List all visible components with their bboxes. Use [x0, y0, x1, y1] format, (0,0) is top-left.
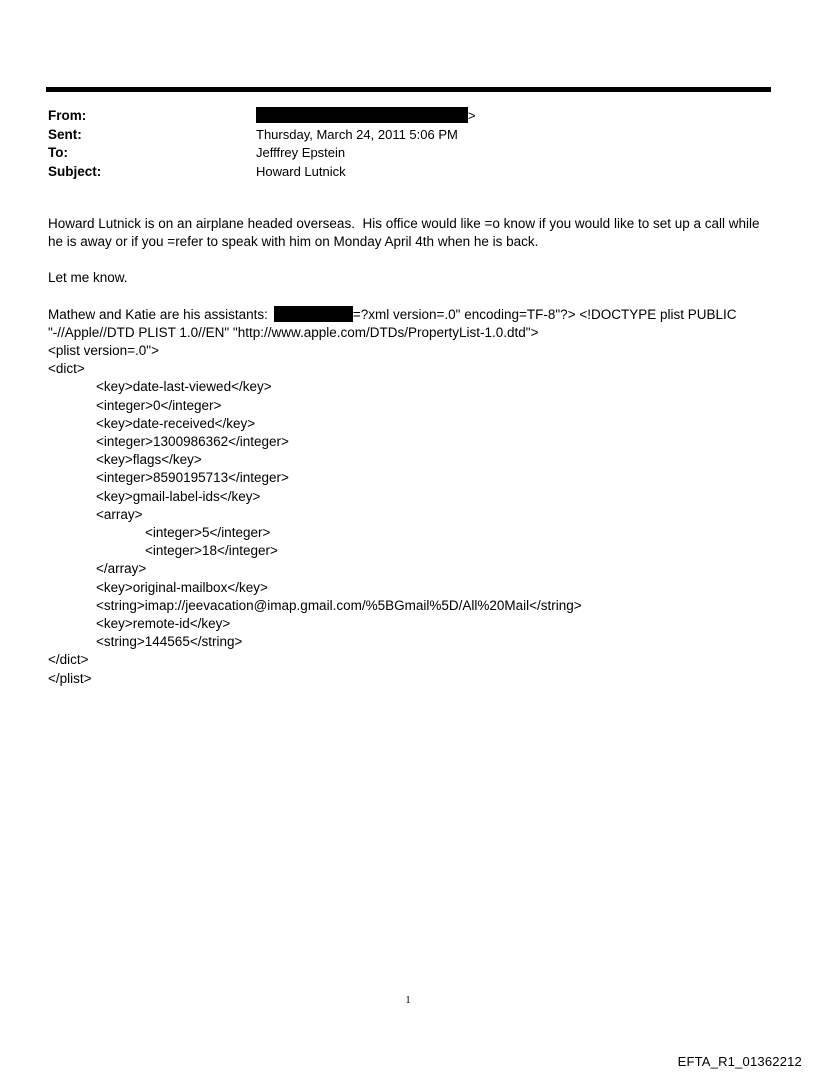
from-value: [256, 107, 476, 126]
xml-line: <integer>18</integer>: [145, 543, 278, 559]
xml-line: </plist>: [48, 670, 92, 686]
body-paragraph: Let me know.: [48, 270, 128, 286]
assistants-prefix: Mathew and Katie are his assistants:: [48, 306, 268, 322]
xml-line: <integer>1300986362</integer>: [96, 434, 289, 450]
paragraph-gap: [48, 251, 770, 269]
body-paragraph: Howard Lutnick is on an airplane headed overseas. His office would like =o know if you would like to set up a call while he is away or if you =refer to speak with him on Monday April 4th when he is back.: [48, 216, 764, 250]
xml-line: <dict>: [48, 361, 85, 377]
redaction-block: [274, 306, 353, 322]
assistants-suffix: =?xml version=.0" encoding=TF-8"?> <!DOCTYPE plist PUBLIC "-//Apple//DTD PLIST 1.0//EN" "http://www.apple.com/DTDs/PropertyList-1.0.dtd">: [48, 306, 741, 340]
xml-line: <key>remote-id</key>: [96, 616, 231, 632]
xml-line: <key>flags</key>: [96, 452, 202, 468]
xml-line: <key>original-mailbox</key>: [96, 579, 268, 595]
header-divider: [46, 87, 771, 92]
to-label: To:: [48, 145, 68, 160]
to-value: Jefffrey Epstein: [256, 145, 346, 160]
subject-value: Howard Lutnick: [256, 163, 346, 179]
xml-line: <key>gmail-label-ids</key>: [96, 488, 261, 504]
from-label: From:: [48, 108, 87, 123]
from-row: [48, 107, 748, 126]
page-number: 1: [405, 994, 411, 1006]
paragraph-gap: [48, 288, 770, 306]
email-header: [48, 107, 748, 181]
email-body: [48, 215, 770, 688]
xml-line: <integer>5</integer>: [145, 525, 271, 541]
document-id: EFTA_R1_01362212: [677, 1054, 802, 1069]
xml-line: <integer>0</integer>: [96, 397, 222, 413]
from-value-suffix: >: [468, 108, 476, 123]
sent-value: Thursday, March 24, 2011 5:06 PM: [256, 126, 458, 142]
sent-label: Sent:: [48, 126, 82, 142]
subject-label: Subject:: [48, 163, 102, 179]
xml-line: <string>imap://jeevacation@imap.gmail.com/%5BGmail%5D/All%20Mail</string>: [96, 597, 582, 613]
sent-row: [48, 126, 748, 145]
plist-xml: [48, 342, 770, 688]
xml-line: </array>: [96, 561, 147, 577]
xml-line: <key>date-received</key>: [96, 415, 256, 431]
redaction-block: [256, 107, 468, 123]
xml-line: <array>: [96, 506, 143, 522]
to-row: [48, 144, 748, 163]
xml-line: <string>144565</string>: [96, 634, 243, 650]
xml-line: <key>date-last-viewed</key>: [96, 379, 272, 395]
xml-line: </dict>: [48, 652, 89, 668]
xml-line: <plist version=.0">: [48, 343, 159, 359]
assistants-paragraph: [48, 306, 770, 342]
subject-row: [48, 163, 748, 182]
xml-line: <integer>8590195713</integer>: [96, 470, 289, 486]
